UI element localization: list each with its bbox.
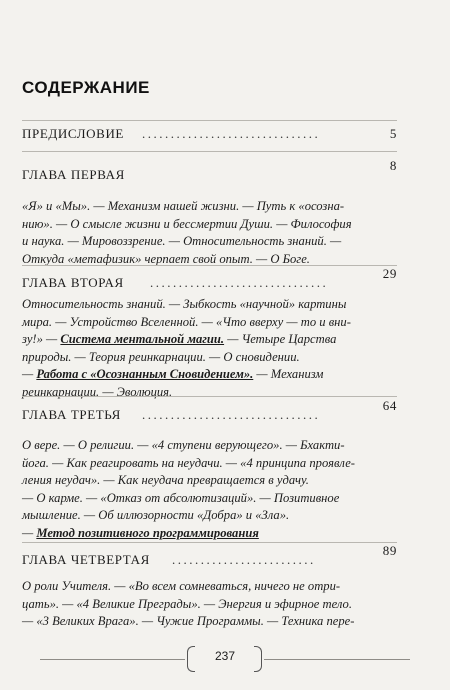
toc-page-number: 89 <box>382 543 397 558</box>
toc-entry-chapter-3[interactable] <box>22 398 397 424</box>
chapter-2-summary <box>22 296 394 402</box>
toc-entry-chapter-4[interactable] <box>22 543 397 569</box>
summary-line: природы. — Теория реинкарнации. — О сновидении. <box>22 349 300 364</box>
summary-text: — <box>22 525 37 540</box>
toc-page-number: 64 <box>382 398 397 413</box>
summary-text: — <box>22 367 37 382</box>
summary-line: ления неудач». — Как неудача превращается в удачу. <box>22 473 309 488</box>
folio-bracket-right <box>254 646 262 672</box>
bleed-through-text <box>150 10 350 20</box>
toc-page-number: 5 <box>389 126 397 141</box>
summary-line: нию». — О смысле жизни и бессмертии Души. — Философия <box>22 216 352 231</box>
toc-entry-title: ГЛАВА ЧЕТВЕРТАЯ <box>22 552 150 567</box>
leader-dots: ............................... <box>150 275 329 290</box>
summary-line: цать». — «4 Великие Преграды». — Энергия и эфирное тело. <box>22 596 352 611</box>
folio-bracket-left <box>187 646 195 672</box>
divider <box>22 542 397 543</box>
divider <box>22 396 397 397</box>
divider <box>22 120 397 121</box>
highlighted-topic: Работа с «Осознанным Сновидением». <box>36 367 254 382</box>
summary-line: мира. — Устройство Вселенной. — «Что вверху — то и вни- <box>22 314 351 329</box>
toc-entry-title: ПРЕДИСЛОВИЕ <box>22 126 124 141</box>
footer-rule-left <box>40 659 185 660</box>
summary-line: О вере. — О религии. — «4 ступени верующего». — Бхакти- <box>22 438 345 452</box>
leader-dots: ......................... <box>172 552 316 567</box>
summary-line: О роли Учителя. — «Во всем сомневаться, ничего не отри- <box>22 579 341 593</box>
toc-entry-chapter-2[interactable] <box>22 266 397 292</box>
chapter-4-summary <box>22 578 394 631</box>
summary-line: йога. — Как реагировать на неудачи. — «4 принципа проявле- <box>22 455 356 470</box>
summary-line: «Я» и «Мы». — Механизм нашей жизни. — Путь к «осозна- <box>22 199 345 213</box>
toc-entry-preface[interactable] <box>22 125 397 143</box>
toc-page-number: 29 <box>382 266 397 281</box>
chapter-1-summary <box>22 198 394 268</box>
summary-line: мышление. — Об иллюзорности «Добра» и «Зла». <box>22 508 290 523</box>
divider <box>22 151 397 152</box>
leader-dots: ............................... <box>142 126 321 141</box>
page-title: СОДЕРЖАНИЕ <box>22 78 150 97</box>
leader-dots: ............................... <box>142 407 321 422</box>
toc-entry-title: ГЛАВА ТРЕТЬЯ <box>22 407 121 422</box>
summary-line <box>22 525 394 543</box>
summary-line: Откуда «метафизик» черпает свой опыт. — О Боге. <box>22 251 310 266</box>
summary-text: зу!» — <box>22 332 61 347</box>
summary-line: реинкарнации. — Эволюция. <box>22 384 173 399</box>
chapter-3-summary <box>22 437 394 543</box>
summary-line: — О карме. — «Отказ от абсолютизаций». — Позитивное <box>22 490 340 505</box>
page-number: 237 <box>214 649 236 663</box>
toc-page-number: 8 <box>389 158 397 173</box>
highlighted-topic: Метод позитивного программирования <box>36 525 259 540</box>
highlighted-topic: Система ментальной магии. <box>60 332 225 347</box>
toc-entry-title: ГЛАВА ПЕРВАЯ <box>22 167 125 182</box>
toc-entry-chapter-1[interactable] <box>22 158 397 184</box>
footer-rule-right <box>264 659 410 660</box>
summary-text: — Четыре Царства <box>224 332 337 347</box>
summary-line: и наука. — Мировоззрение. — Относительность знаний. — <box>22 234 342 249</box>
divider <box>22 265 397 266</box>
summary-line <box>22 331 394 349</box>
summary-line <box>22 366 394 384</box>
summary-line: — «3 Великих Врага». — Чужие Программы. — Техника пере- <box>22 614 355 629</box>
toc-entry-title: ГЛАВА ВТОРАЯ <box>22 275 124 290</box>
summary-line: Относительность знаний. — Зыбкость «научной» картины <box>22 297 347 311</box>
summary-text: — Механизм <box>253 367 324 382</box>
